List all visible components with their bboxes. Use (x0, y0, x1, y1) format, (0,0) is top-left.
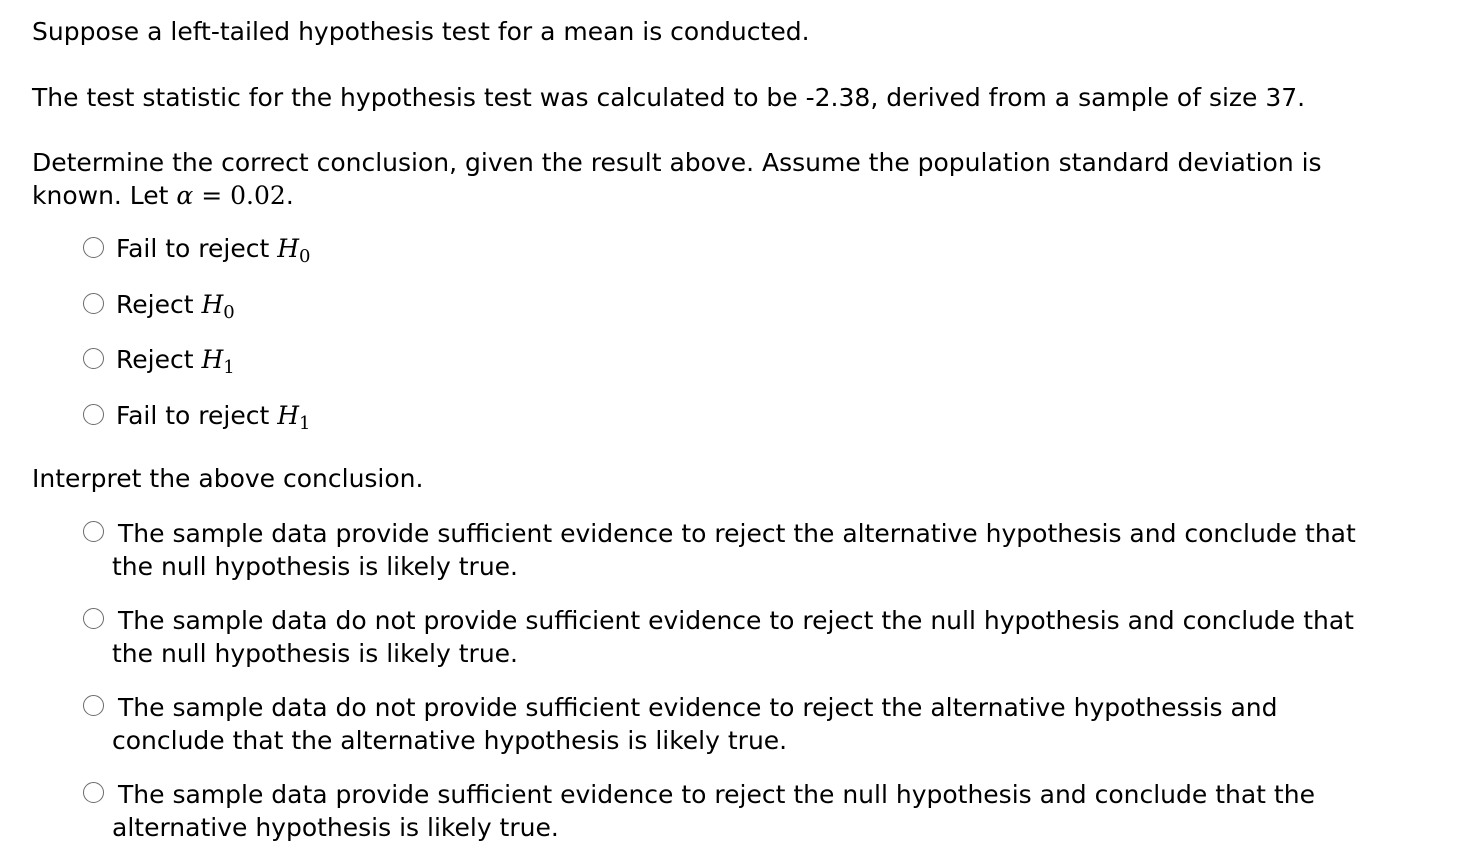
alpha-symbol: α (176, 181, 194, 210)
instruction-line-2 (32, 179, 294, 212)
conclusion-option-0-hypothesis (277, 234, 311, 267)
conclusion-option-1-text: Reject (116, 290, 202, 319)
alpha-equals: = (193, 181, 231, 210)
conclusion-option-0-var: H (277, 234, 300, 263)
conclusion-option-3-hypothesis (277, 401, 311, 434)
conclusion-option-2-sub: 1 (223, 357, 235, 378)
interpretation-option-1[interactable] (112, 604, 1448, 670)
interpretation-option-2-line2: conclude that the alternative hypothesis is likely true. (112, 726, 788, 755)
test-statistic-statement: The test statistic for the hypothesis test was calculated to be -2.38, derived from a sample of size 37. (32, 83, 1306, 112)
alpha-expression (176, 181, 285, 210)
interpretation-radio-1[interactable] (83, 608, 104, 629)
interpretation-option-3[interactable] (112, 778, 1448, 844)
interpretation-radio-0[interactable] (83, 521, 104, 542)
conclusion-option-0[interactable] (116, 232, 310, 265)
interpretation-option-3-line2: alternative hypothesis is likely true. (112, 813, 559, 842)
interpretation-option-0[interactable] (112, 517, 1448, 583)
interpretation-radio-3[interactable] (83, 782, 104, 803)
question-intro: Suppose a left-tailed hypothesis test for a mean is conducted. (32, 17, 810, 46)
instruction-line-2-prefix: known. Let (32, 181, 177, 210)
conclusion-option-0-text: Fail to reject (116, 234, 278, 263)
interpretation-option-3-line1: The sample data provide sufficient evidence to reject the null hypothesis and conclude that the (118, 780, 1315, 809)
conclusion-option-2-hypothesis (201, 345, 235, 378)
conclusion-option-1-var: H (201, 290, 224, 319)
alpha-period: . (285, 181, 294, 210)
conclusion-option-2-var: H (201, 345, 224, 374)
alpha-value: 0.02 (230, 181, 286, 210)
conclusion-option-1-sub: 0 (223, 302, 235, 323)
conclusion-option-3-text: Fail to reject (116, 401, 278, 430)
conclusion-radio-1[interactable] (83, 293, 104, 314)
conclusion-option-2-text: Reject (116, 345, 202, 374)
interpretation-option-0-line1: The sample data provide sufficient evidence to reject the alternative hypothesis and conclude that (118, 519, 1356, 548)
conclusion-radio-2[interactable] (83, 348, 104, 369)
conclusion-option-3-sub: 1 (299, 413, 311, 434)
instruction-line-1: Determine the correct conclusion, given the result above. Assume the population standard deviation is (32, 148, 1322, 177)
interpretation-option-0-line2: the null hypothesis is likely true. (112, 552, 518, 581)
interpretation-option-2-line1: The sample data do not provide sufficient evidence to reject the alternative hypothessis and (118, 693, 1278, 722)
conclusion-radio-0[interactable] (83, 237, 104, 258)
conclusion-option-2[interactable] (116, 343, 235, 376)
interpretation-option-2[interactable] (112, 691, 1448, 757)
interpretation-option-1-line1: The sample data do not provide sufficient evidence to reject the null hypothesis and conclude that (118, 606, 1354, 635)
interpretation-option-1-line2: the null hypothesis is likely true. (112, 639, 518, 668)
conclusion-option-3[interactable] (116, 399, 310, 432)
interpretation-radio-2[interactable] (83, 695, 104, 716)
conclusion-option-0-sub: 0 (299, 246, 311, 267)
interpret-prompt: Interpret the above conclusion. (32, 464, 424, 493)
conclusion-radio-3[interactable] (83, 404, 104, 425)
conclusion-option-1[interactable] (116, 288, 235, 321)
conclusion-option-3-var: H (277, 401, 300, 430)
conclusion-option-1-hypothesis (201, 290, 235, 323)
